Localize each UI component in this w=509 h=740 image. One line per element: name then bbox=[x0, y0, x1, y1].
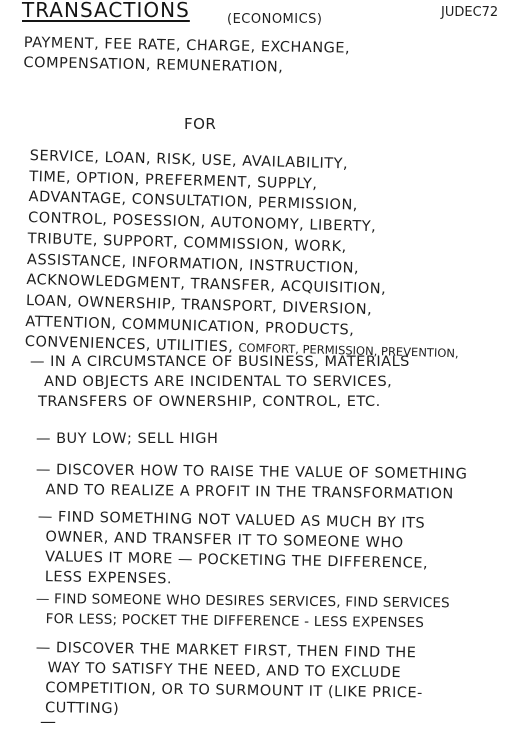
list-line: ADVANTAGE, CONSULTATION, PERMISSION, bbox=[28, 189, 359, 215]
note-line: LESS EXPENSES. bbox=[44, 569, 173, 588]
for-list bbox=[25, 146, 464, 364]
list-line: ASSISTANCE, INFORMATION, INSTRUCTION, bbox=[26, 251, 360, 277]
list-line: TIME, OPTION, PREFERMENT, SUPPLY, bbox=[28, 168, 318, 193]
list-line: ATTENTION, COMMUNICATION, PRODUCTS, bbox=[25, 313, 355, 339]
note-line: AND OBJECTS ARE INCIDENTAL TO SERVICES, bbox=[44, 374, 393, 390]
intro-line: COMPENSATION, REMUNERATION, bbox=[23, 54, 284, 76]
note-buy-low bbox=[36, 429, 218, 449]
note-line: VALUES IT MORE — POCKETING THE DIFFERENCE, bbox=[44, 549, 429, 572]
note-line: TRANSFERS OF OWNERSHIP, CONTROL, ETC. bbox=[38, 394, 381, 410]
note-line: CUTTING) bbox=[44, 700, 120, 718]
intro-terms bbox=[23, 33, 350, 79]
for-heading: FOR bbox=[184, 115, 217, 133]
date-note: JUDEC72 bbox=[441, 5, 499, 20]
page-subtitle: (ECONOMICS) bbox=[227, 12, 323, 27]
list-line-part-small: COMFORT, PERMISSION, PREVENTION, bbox=[238, 340, 459, 361]
note-find-someone bbox=[36, 589, 450, 633]
note-line: FOR LESS; POCKET THE DIFFERENCE - LESS EXPENSES bbox=[45, 611, 425, 632]
note-line: COMPETITION, OR TO SURMOUNT IT (LIKE PRICE- bbox=[45, 680, 423, 702]
note-find-something bbox=[37, 507, 429, 594]
note-line: AND TO REALIZE A PROFIT IN THE TRANSFORMATION bbox=[45, 482, 454, 503]
intro-line: PAYMENT, FEE RATE, CHARGE, EXCHANGE, bbox=[23, 34, 351, 57]
note-business-circumstance bbox=[30, 352, 410, 412]
list-line: LOAN, OWNERSHIP, TRANSPORT, DIVERSION, bbox=[25, 292, 373, 318]
note-discover-market bbox=[35, 638, 424, 723]
note-line: — BUY LOW; SELL HIGH bbox=[36, 431, 219, 447]
note-dash: — bbox=[40, 712, 57, 731]
note-line: — DISCOVER HOW TO RAISE THE VALUE OF SOMETHING bbox=[35, 461, 468, 483]
list-line: ACKNOWLEDGMENT, TRANSFER, ACQUISITION, bbox=[26, 272, 387, 298]
note-line: — IN A CIRCUMSTANCE OF BUSINESS, MATERIALS bbox=[30, 354, 410, 370]
note-line: — FIND SOMEONE WHO DESIRES SERVICES, FIND SERVICES bbox=[35, 590, 450, 612]
list-line: CONTROL, POSESSION, AUTONOMY, LIBERTY, bbox=[27, 210, 377, 236]
list-line-part: CONVENIENCES, UTILITIES, bbox=[24, 334, 234, 356]
note-line: — FIND SOMETHING NOT VALUED AS MUCH BY ITS bbox=[37, 508, 426, 532]
list-line: SERVICE, LOAN, RISK, USE, AVAILABILITY, bbox=[29, 147, 349, 173]
note-line: WAY TO SATISFY THE NEED, AND TO EXCLUDE bbox=[47, 660, 402, 682]
note-line: — DISCOVER THE MARKET FIRST, THEN FIND THE bbox=[35, 639, 417, 662]
note-raise-value bbox=[36, 460, 468, 505]
page-title: TRANSACTIONS bbox=[22, 0, 190, 22]
list-line: TRIBUTE, SUPPORT, COMMISSION, WORK, bbox=[27, 230, 347, 256]
note-line: OWNER, AND TRANSFER IT TO SOMEONE WHO bbox=[45, 529, 404, 552]
